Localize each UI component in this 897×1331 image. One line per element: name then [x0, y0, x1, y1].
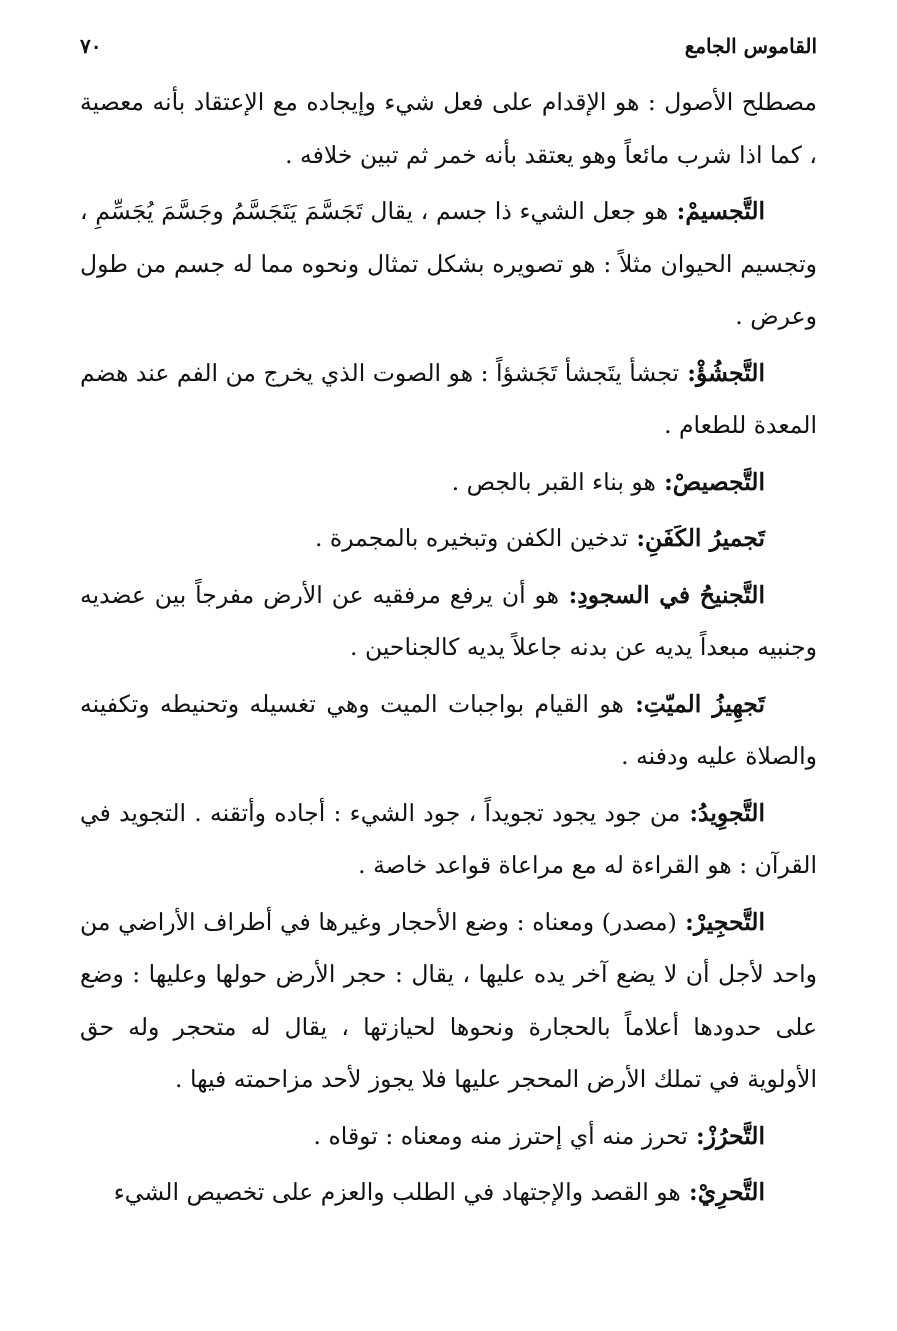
entry-separator: : — [668, 197, 686, 225]
entry-term: تَجميرُ الكَفَنِ — [645, 524, 765, 552]
entry-definition: مصطلح الأصول : هو الإقدام على فعل شيء وإيجاده مع الإعتقاد بأنه معصية ، كما اذا شرب مائعاً وهو يعتقد بأنه خمر ثم تبين خلافه . — [80, 88, 817, 169]
entry-tajwid — [80, 787, 817, 892]
entry-definition: تحرز منه أي إحترز منه ومعناه : توقاه . — [313, 1121, 688, 1150]
entry-tajashshu — [80, 347, 817, 452]
entry-term: التَّجوِيدُ — [698, 798, 765, 827]
entry-definition: هو أن يرفع مرفقيه عن الأرض مفرجاً بين عضديه وجنبيه مبعداً يديه عن بدنه جاعلاً يديه كالجناحين . — [80, 580, 817, 661]
entry-separator: : — [680, 798, 699, 827]
entry-tajsis — [80, 456, 817, 509]
entry-definition: (مصدر) ومعناه : وضع الأحجار وغيرها في أطراف الأراضي من واحد لأجل أن لا يضع آخر يده عليها ، يقال : حجر الأرض حولها وعليها : وضع على حدودها أعلاماً بالحجارة ونحوها لحيازتها ، يقال له متحجر وله حق الأولوية في تملك الأرض المحجر عليها فلا يجوز لأحد مزاحمته فيها . — [80, 907, 817, 1093]
entry-definition: من جود يجود تجويداً ، جود الشيء : أجاده وأتقنه . التجويد في القرآن : هو القراءة له مع مراعاة قواعد خاصة . — [80, 798, 817, 879]
entry-definition: هو جعل الشيء ذا جسم ، يقال تَجَسَّمَ يَتَجَسَّمُ وجَسَّمَ يُجَسِّمِ ، وتجسيم الحيوان مثلاً : هو تصويره بشكل تمثال ونحوه مما له جسم من طول وعرض . — [80, 197, 817, 330]
entry-tajhiz-al-mayyit — [80, 678, 817, 783]
entry-separator: : — [676, 907, 694, 936]
entry-tajnih — [80, 569, 817, 674]
entry-taharri — [80, 1166, 817, 1219]
entry-separator: : — [687, 1121, 705, 1150]
entry-separator: : — [559, 580, 578, 609]
entry-term: التَّجسيمْ — [685, 197, 766, 225]
entry-separator: : — [680, 1178, 698, 1206]
entry-tajsim — [80, 185, 817, 343]
running-title: القاموس الجامع — [684, 34, 817, 58]
entry-separator: : — [655, 467, 673, 496]
entry-separator: : — [679, 358, 696, 387]
entry-term: التَّجصيصْ — [672, 467, 765, 496]
entry-definition: تجشأ يتَجشأ تَجَشؤاً : هو الصوت الذي يخرج من الفم عند هضم المعدة للطعام . — [80, 358, 817, 439]
entry-continuation — [80, 76, 817, 181]
entry-definition: هو القصد والإجتهاد في الطلب والعزم على تخصيص الشيء — [113, 1178, 681, 1206]
entry-term: التَّحرِيْ — [697, 1178, 765, 1206]
entry-term: التَّجشُؤْ — [695, 358, 765, 387]
entry-separator: : — [628, 524, 646, 552]
dictionary-page — [80, 28, 817, 1223]
entry-tajmir-al-kafan — [80, 512, 817, 565]
entry-separator: : — [623, 689, 644, 718]
entries-body — [80, 76, 817, 1219]
entry-tahjir — [80, 896, 817, 1106]
entry-definition: هو القيام بواجبات الميت وهي تغسيله وتحنيطه وتكفينه والصلاة عليه ودفنه . — [80, 689, 817, 770]
entry-taharruz — [80, 1110, 817, 1163]
entry-term: التَّحجِيرْ — [693, 907, 765, 936]
page-number: ٧٠ — [80, 34, 102, 58]
entry-term: التَّجنيحُ في السجودِ — [577, 580, 765, 609]
entry-term: تَجهِيزُ الميّتِ — [643, 689, 765, 718]
entry-definition: تدخين الكفن وتبخيره بالمجمرة . — [314, 524, 629, 552]
entry-term: التَّحرُزْ — [704, 1121, 765, 1150]
entry-definition: هو بناء القبر بالجص . — [451, 467, 656, 496]
page-header — [80, 28, 817, 64]
